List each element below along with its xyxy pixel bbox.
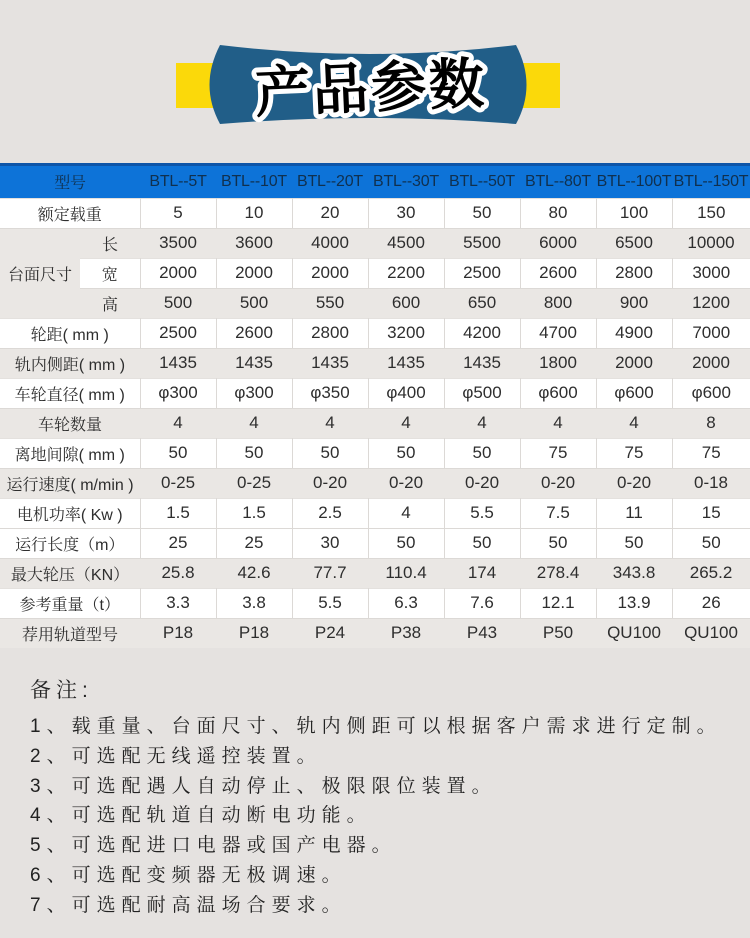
spec-table-body [0,198,750,648]
value-cell: 900 [619,293,649,312]
value-cell: 2000 [140,258,216,288]
value-cell: 5 [140,198,216,228]
header-cell: BTL--50T [444,166,520,198]
value-cell: 500 [239,293,269,312]
value-cell: 1435 [311,353,349,372]
table-row [0,198,750,228]
value-cell: φ300 [216,378,292,408]
value-cell: 4 [368,498,444,528]
value-cell: 2600 [520,258,596,288]
value-cell: φ600 [672,378,750,408]
value-cell: 0-18 [693,473,729,492]
note-item: 2、可选配无线遥控装置。 [30,745,322,767]
header-cell: BTL--100T [596,166,672,198]
banner-graphic [0,0,750,163]
value-cell: 25 [216,528,292,558]
value-cell: P24 [314,623,346,643]
value-cell: 50 [520,528,596,558]
value-cell: 50 [444,198,520,228]
value-cell: 800 [543,293,573,312]
value-cell: φ300 [140,378,216,408]
value-cell: 650 [467,293,497,312]
value-cell: 6000 [539,233,577,252]
value-cell: P18 [238,623,270,643]
value-cell: 1.5 [216,498,292,528]
table-row [0,228,750,258]
value-cell: φ350 [292,378,368,408]
value-cell: 2500 [444,258,520,288]
value-cell: 7000 [672,318,750,348]
note-item: 7、可选配耐高温场合要求。 [30,894,347,916]
value-cell: 1435 [387,353,425,372]
value-cell: 30 [292,528,368,558]
value-cell: 12.1 [520,588,596,618]
row-label: 车轮数量 [38,416,103,434]
value-cell: 5500 [463,233,501,252]
header-cell: BTL--30T [368,166,444,198]
value-cell: 26 [672,588,750,618]
notes-list [30,712,730,921]
value-cell: 1200 [692,293,730,312]
value-cell: 6.3 [368,588,444,618]
value-cell: 4 [629,413,639,432]
value-cell: 50 [216,438,292,468]
value-cell: 8 [706,413,716,432]
value-cell: 5.5 [444,498,520,528]
value-cell: 10000 [687,233,735,252]
value-cell: 4 [173,413,183,432]
value-cell: 600 [391,293,421,312]
value-cell: 0-20 [541,473,576,492]
row-label: 运行速度( m/min ) [6,476,134,494]
table-row [0,558,750,588]
row-label: 运行长度（m） [0,528,140,558]
value-cell: 80 [520,198,596,228]
value-cell: 2000 [615,353,653,372]
value-cell: 3500 [159,233,197,252]
spec-table [0,166,750,648]
value-cell: P43 [466,623,498,643]
header-cell: BTL--20T [292,166,368,198]
value-cell: 4 [401,413,411,432]
header-cell: BTL--80T [520,166,596,198]
spec-table-header [0,166,750,198]
value-cell: 4 [249,413,259,432]
value-cell: 4 [325,413,335,432]
value-cell: 0-20 [389,473,424,492]
note-item: 1、载重量、台面尺寸、轨内侧距可以根据客户需求进行定制。 [30,716,722,737]
header-cell: BTL--150T [672,166,750,198]
value-cell: P18 [162,623,194,643]
value-cell: 0-20 [617,473,652,492]
value-cell: 3.3 [140,588,216,618]
value-cell: 75 [672,438,750,468]
value-cell: 500 [163,293,193,312]
value-cell: QU100 [684,623,738,643]
value-cell: 20 [292,198,368,228]
value-cell: 10 [216,198,292,228]
value-cell: 3.8 [216,588,292,618]
value-cell: 5.5 [292,588,368,618]
row-label: 额定载重 [0,198,140,228]
value-cell: 1435 [463,353,501,372]
value-cell: 4000 [311,233,349,252]
value-cell: φ600 [596,378,672,408]
row-label: 轨内侧距( mm ) [14,356,126,374]
value-cell: 2800 [292,318,368,348]
value-cell: 11 [596,498,672,528]
row-label: 电机功率( Kw ) [0,498,140,528]
value-cell: 3000 [672,258,750,288]
header-cell-model: 型号 [0,166,140,198]
value-cell: 4700 [520,318,596,348]
value-cell: 77.7 [313,563,347,582]
value-cell: φ500 [444,378,520,408]
value-cell: 4200 [444,318,520,348]
note-item: 6、可选配变频器无极调速。 [30,864,347,886]
value-cell: 0-20 [465,473,500,492]
row-label: 参考重量（t） [0,588,140,618]
value-cell: 550 [315,293,345,312]
value-cell: 2000 [216,258,292,288]
value-cell: 30 [368,198,444,228]
value-cell: 13.9 [596,588,672,618]
value-cell: 25 [140,528,216,558]
table-row [0,588,750,618]
header-row [0,166,750,198]
value-cell: φ600 [520,378,596,408]
banner-title: 产品参数 [253,51,489,125]
value-cell: 4900 [596,318,672,348]
value-cell: 4 [477,413,487,432]
notes-section [0,648,750,921]
row-label: 车轮直径( mm ) [0,378,140,408]
value-cell: 6500 [615,233,653,252]
value-cell: 1.5 [140,498,216,528]
table-row [0,288,750,318]
note-item: 4、可选配轨道自动断电功能。 [30,805,372,827]
value-cell: φ400 [368,378,444,408]
notes-title: 备注: [30,679,93,702]
value-cell: 7.5 [520,498,596,528]
value-cell: 7.6 [444,588,520,618]
value-cell: 278.4 [536,563,580,582]
value-cell: 1435 [159,353,197,372]
value-cell: 50 [596,528,672,558]
value-cell: P38 [390,623,422,643]
value-cell: 2500 [140,318,216,348]
header-cell: BTL--5T [140,166,216,198]
value-cell: 50 [140,438,216,468]
value-cell: 110.4 [385,563,427,582]
row-label: 最大轮压（KN） [10,566,130,584]
row-label: 长 [102,236,119,254]
value-cell: 150 [672,198,750,228]
value-cell: 4 [553,413,563,432]
value-cell: 50 [444,438,520,468]
table-row [0,318,750,348]
value-cell: 25.8 [161,563,195,582]
value-cell: 75 [520,438,596,468]
value-cell: 50 [444,528,520,558]
table-row [0,378,750,408]
value-cell: 100 [596,198,672,228]
value-cell: 0-25 [237,473,272,492]
table-row [0,408,750,438]
value-cell: 0-25 [161,473,196,492]
value-cell: 2800 [596,258,672,288]
value-cell: QU100 [607,623,661,643]
value-cell: 1435 [235,353,273,372]
value-cell: 3200 [368,318,444,348]
note-item: 3、可选配遇人自动停止、极限限位装置。 [30,775,497,797]
value-cell: 4500 [387,233,425,252]
value-cell: 2.5 [292,498,368,528]
table-row [0,528,750,558]
table-row [0,618,750,648]
value-cell: 174 [467,563,497,582]
spec-table-wrap [0,163,750,648]
value-cell: 343.8 [612,563,656,582]
row-label: 轮距( mm ) [0,318,140,348]
banner [0,0,750,163]
value-cell: 3600 [235,233,273,252]
value-cell: 1800 [539,353,577,372]
value-cell: 2200 [368,258,444,288]
value-cell: 50 [672,528,750,558]
value-cell: 75 [596,438,672,468]
value-cell: 2000 [292,258,368,288]
row-group-label: 台面尺寸 [0,228,80,318]
table-row [0,498,750,528]
row-label: 宽 [80,258,140,288]
header-cell: BTL--10T [216,166,292,198]
value-cell: 50 [368,438,444,468]
row-label: 离地间隙( mm ) [0,438,140,468]
value-cell: 50 [368,528,444,558]
value-cell: 0-20 [313,473,348,492]
value-cell: 50 [292,438,368,468]
row-label: 荐用轨道型号 [22,626,119,644]
note-item: 5、可选配进口电器或国产电器。 [30,835,397,857]
value-cell: 2600 [216,318,292,348]
value-cell: 2000 [692,353,730,372]
table-row [0,438,750,468]
row-label: 高 [102,296,119,314]
table-row [0,258,750,288]
value-cell: 265.2 [689,563,733,582]
value-cell: 42.6 [237,563,271,582]
value-cell: P50 [542,623,574,643]
table-row [0,348,750,378]
table-row [0,468,750,498]
value-cell: 15 [672,498,750,528]
